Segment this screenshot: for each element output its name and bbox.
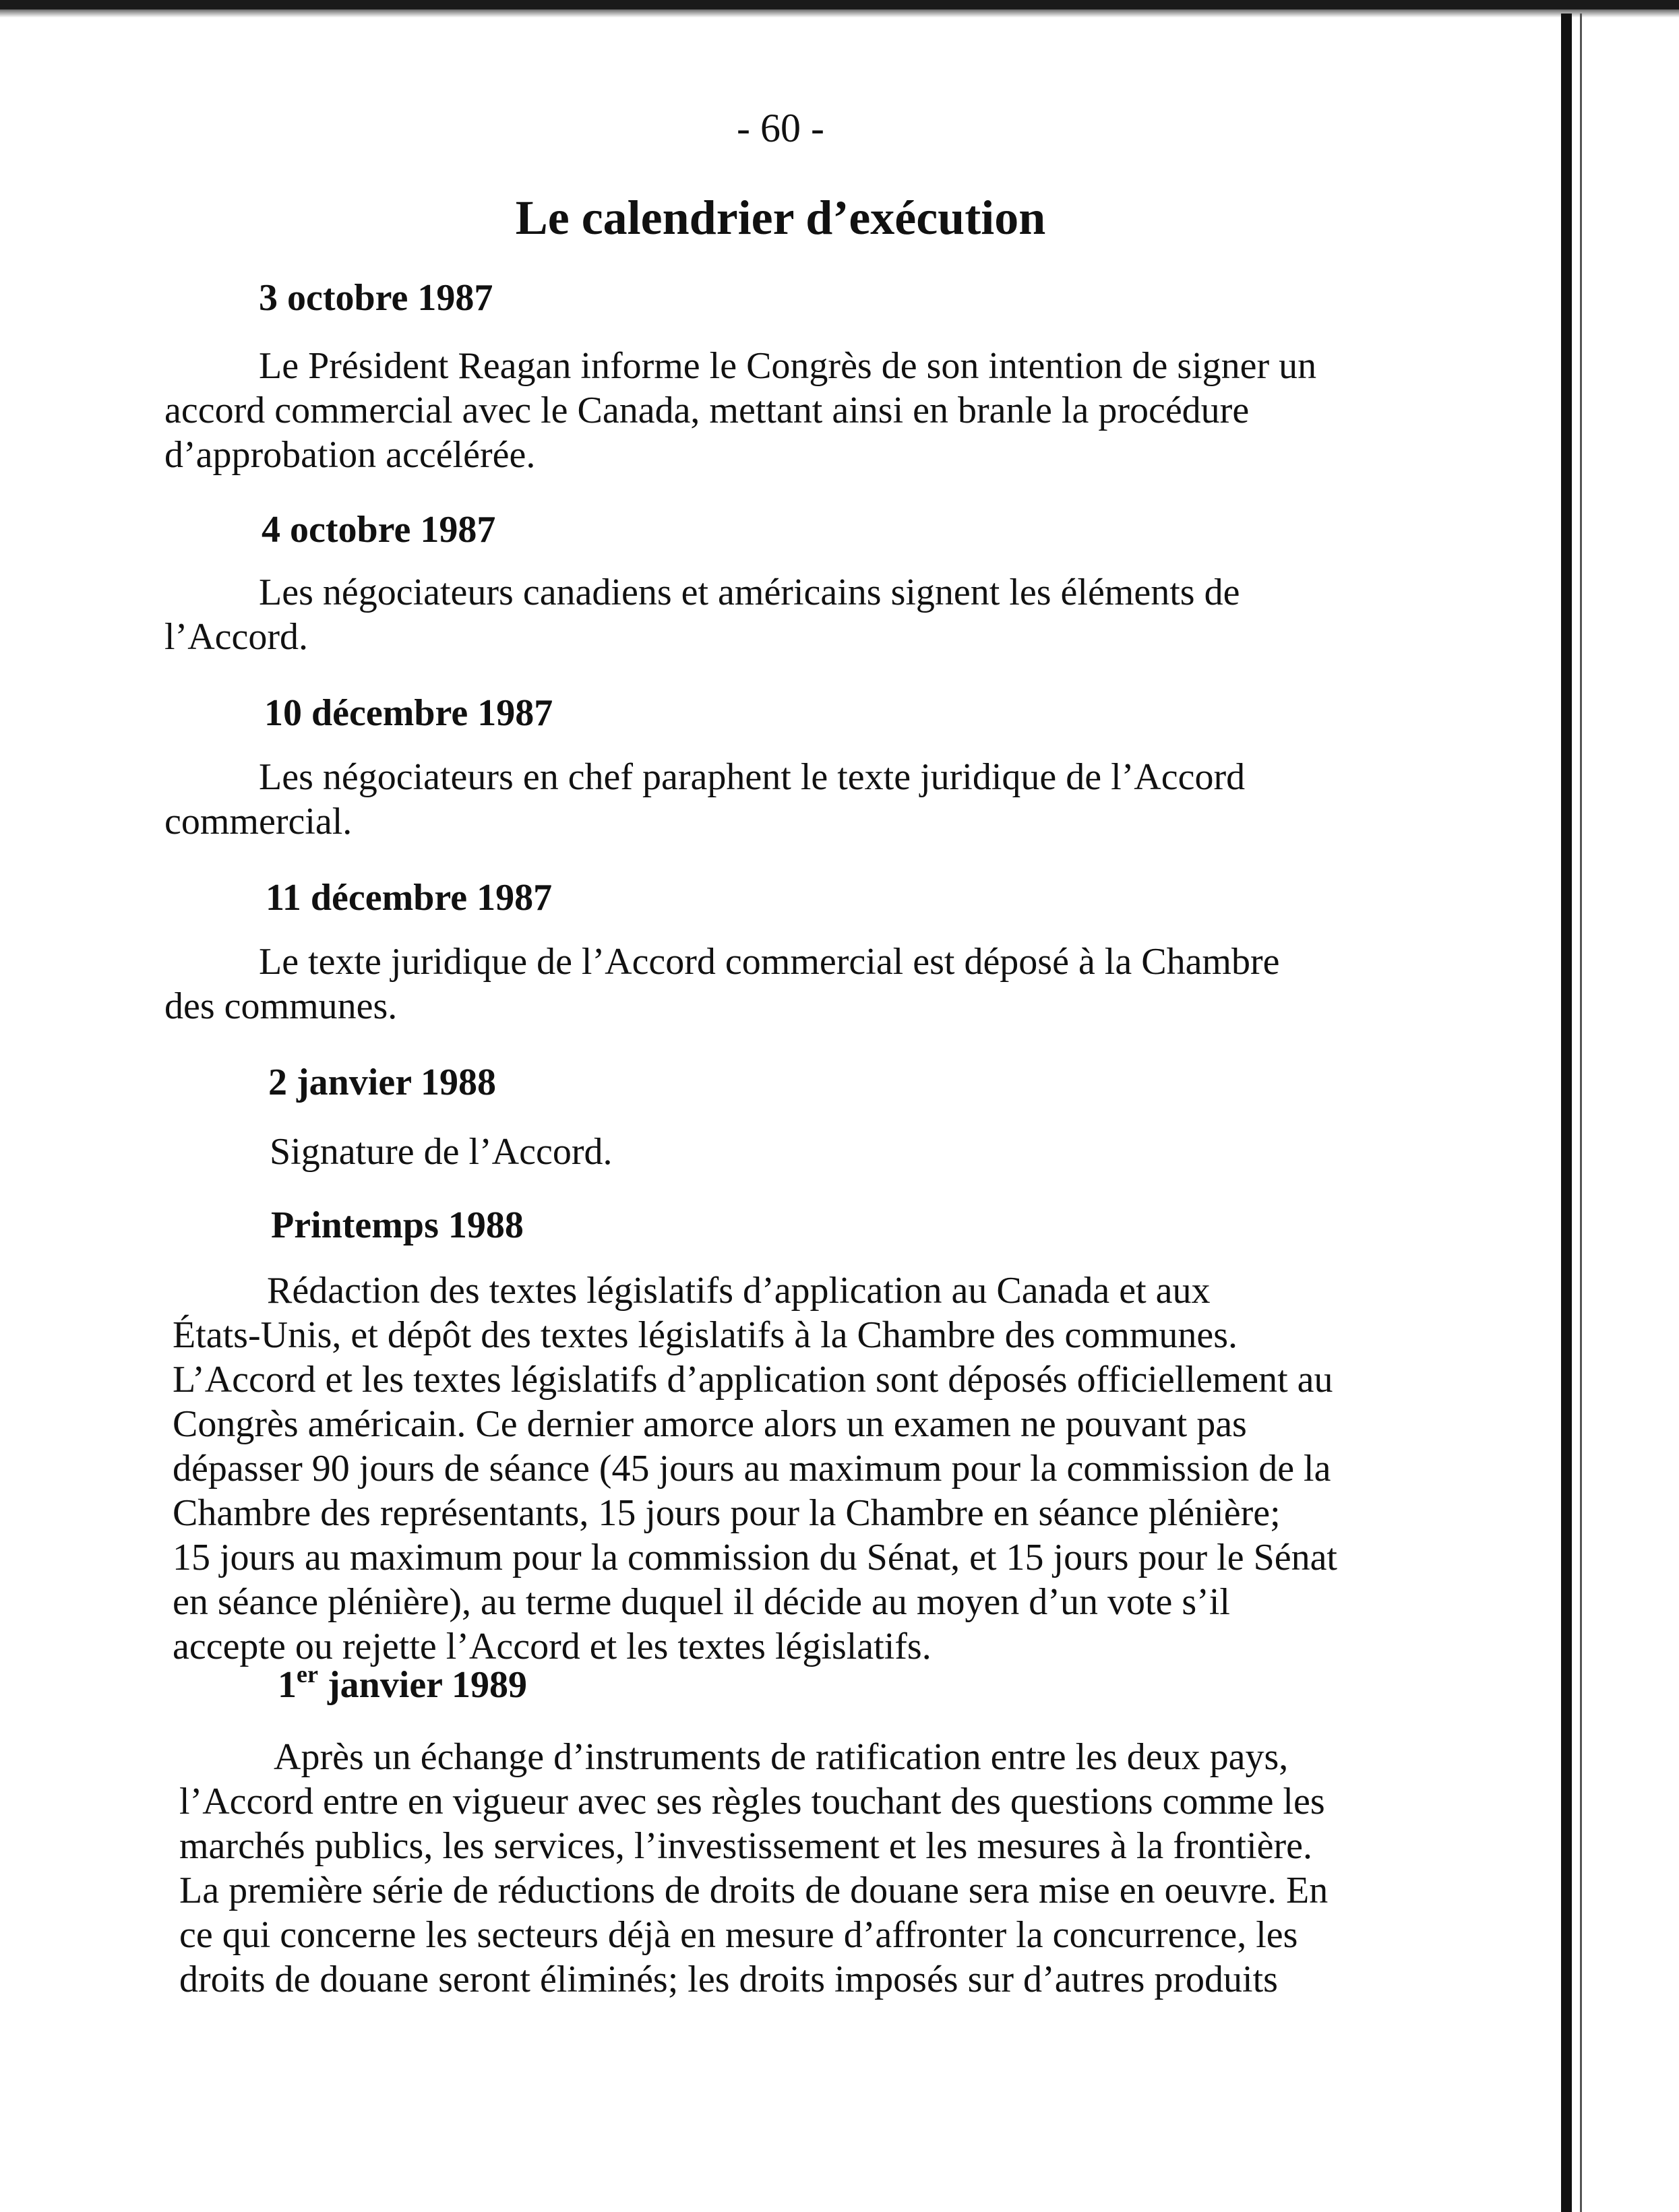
- scan-edge-right: [1561, 13, 1572, 2212]
- text-line: Le Président Reagan informe le Congrès de son intention de signer un: [259, 345, 1317, 387]
- text-line: l’Accord.: [164, 616, 309, 658]
- text-line: accord commercial avec le Canada, mettant ainsi en branle la procédure: [164, 390, 1250, 431]
- text-line: l’Accord entre en vigueur avec ses règles touchant des questions comme les: [179, 1781, 1325, 1822]
- text-line: ce qui concerne les secteurs déjà en mesure d’affronter la concurrence, les: [179, 1914, 1298, 1956]
- text-line: L’Accord et les textes législatifs d’application sont déposés officiellement au: [173, 1359, 1333, 1401]
- page-number: - 60 -: [737, 106, 824, 150]
- text-line: 15 jours au maximum pour la commission du Sénat, et 15 jours pour le Sénat: [173, 1537, 1337, 1578]
- entry-date: 10 décembre 1987: [264, 692, 553, 734]
- text-line: Les négociateurs canadiens et américains signent les éléments de: [259, 572, 1240, 613]
- text-line: des communes.: [164, 985, 398, 1027]
- text-line: Rédaction des textes législatifs d’application au Canada et aux: [267, 1270, 1211, 1312]
- entry-text: [164, 344, 1445, 477]
- text-line: Signature de l’Accord.: [270, 1131, 613, 1173]
- entry-text: [173, 1268, 1453, 1669]
- text-line: marchés publics, les services, l’investissement et les mesures à la frontière.: [179, 1825, 1313, 1867]
- entry-date: 1er janvier 1989: [278, 1661, 528, 1706]
- entry-date: Printemps 1988: [271, 1204, 524, 1246]
- text-line: États-Unis, et dépôt des textes législatifs à la Chambre des communes.: [173, 1314, 1238, 1356]
- entry-text: [270, 1130, 1550, 1174]
- entry-text: [164, 570, 1445, 659]
- page-title: Le calendrier d’exécution: [515, 191, 1046, 245]
- text-line: en séance plénière), au terme duquel il décide au moyen d’un vote s’il: [173, 1581, 1230, 1623]
- text-line: d’approbation accélérée.: [164, 434, 536, 476]
- text-line: droits de douane seront éliminés; les droits imposés sur d’autres produits: [179, 1959, 1278, 2000]
- text-line: dépasser 90 jours de séance (45 jours au maximum pour la commission de la: [173, 1448, 1331, 1489]
- text-line: La première série de réductions de droits de douane sera mise en oeuvre. En: [179, 1870, 1329, 1911]
- scan-edge-top: [0, 0, 1679, 9]
- text-line: accepte ou rejette l’Accord et les textes législatifs.: [173, 1626, 932, 1667]
- text-line: commercial.: [164, 801, 353, 842]
- text-line: Après un échange d’instruments de ratification entre les deux pays,: [274, 1736, 1289, 1778]
- entry-date: 3 octobre 1987: [259, 277, 493, 319]
- text-line: Chambre des représentants, 15 jours pour la Chambre en séance plénière;: [173, 1492, 1281, 1534]
- text-line: Les négociateurs en chef paraphent le texte juridique de l’Accord: [259, 756, 1246, 798]
- entry-text: [179, 1735, 1460, 2002]
- entry-date: 2 janvier 1988: [268, 1062, 497, 1103]
- entry-text: [164, 940, 1445, 1028]
- scan-edge-shadow: [0, 9, 1679, 18]
- entry-date: 4 octobre 1987: [262, 509, 496, 551]
- text-line: Le texte juridique de l’Accord commercial est déposé à la Chambre: [259, 941, 1280, 983]
- entry-text: [164, 755, 1445, 844]
- text-line: Congrès américain. Ce dernier amorce alors un examen ne pouvant pas: [173, 1403, 1247, 1445]
- entry-date: 11 décembre 1987: [266, 877, 553, 919]
- scan-edge-right-thin: [1580, 13, 1582, 2212]
